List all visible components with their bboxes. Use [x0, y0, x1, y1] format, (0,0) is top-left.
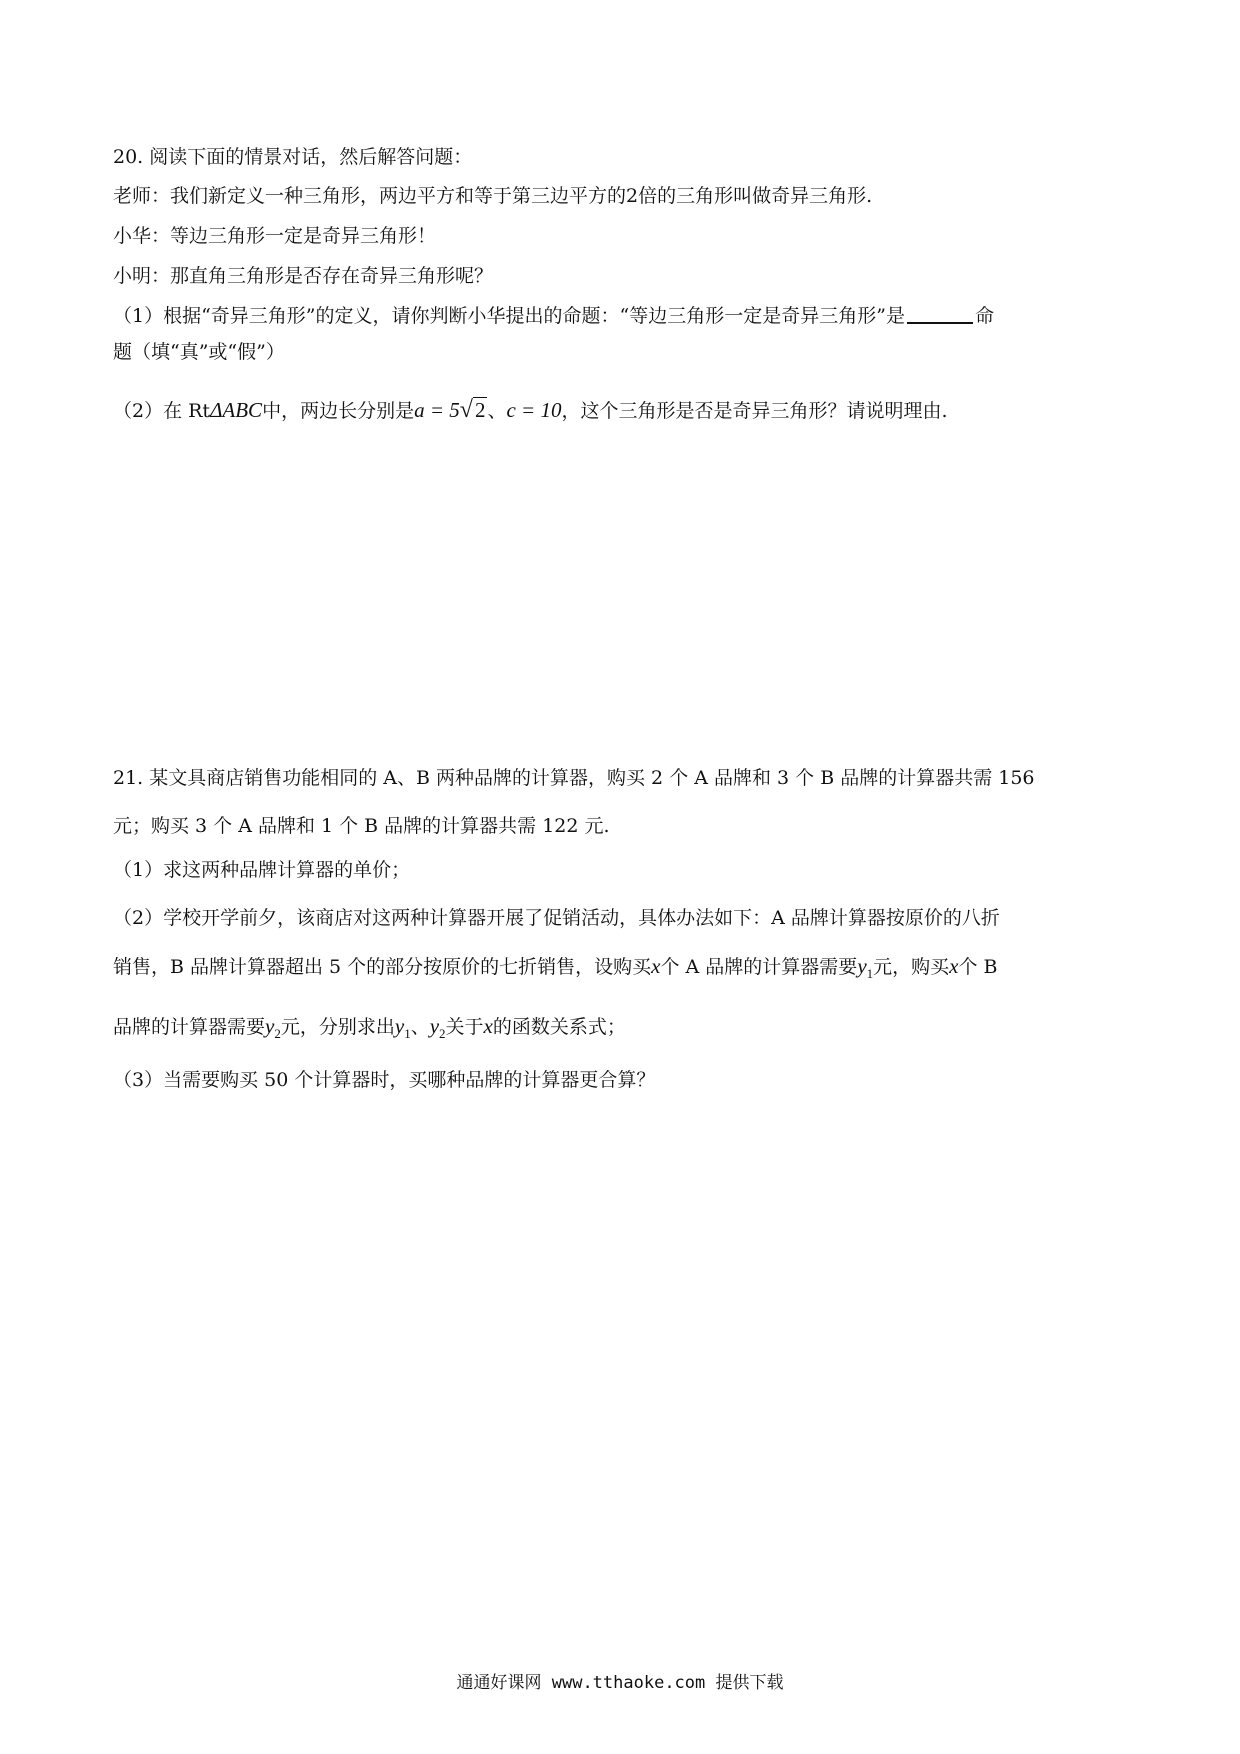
q20-part2-text3: ，这个三角形是否是奇异三角形？请说明理由.: [561, 400, 948, 422]
q21-part2-text-b: 个 A 品牌的计算器需要: [660, 956, 858, 978]
subscript-1: 1: [866, 966, 874, 981]
triangle-abc: ΔABC: [210, 398, 263, 422]
q21-line1: 21. 某文具商店销售功能相同的 A、B 两种品牌的计算器，购买 2 个 A 品牌和 3 个 B 品牌的计算器共需 156: [113, 767, 1035, 789]
var-y1: [857, 954, 874, 981]
y-symbol: y: [429, 1014, 440, 1038]
y-symbol: y: [394, 1014, 405, 1038]
q21-part3: （3）当需要购买 50 个计算器时，买哪种品牌的计算器更合算？: [113, 1069, 656, 1091]
q20-xiaoming-line: 小明：那直角三角形是否存在奇异三角形呢？: [113, 265, 494, 287]
q21-part2-text-d: 个 B: [958, 956, 998, 978]
q21-part2-line3: [113, 1012, 626, 1048]
var-y1: [394, 1014, 411, 1041]
y-symbol: y: [857, 954, 867, 978]
q21-part2-text-i: 的函数关系式；: [492, 1016, 626, 1038]
q21-part2-text-g: 、: [410, 1016, 430, 1038]
q21-part2-text-e: 品牌的计算器需要: [113, 1016, 266, 1038]
subscript-2: 2: [439, 1026, 446, 1041]
q20-teacher-line: 老师：我们新定义一种三角形，两边平方和等于第三边平方的2倍的三角形叫做奇异三角形.: [113, 185, 873, 207]
q20-part2-text2: 中，两边长分别是: [262, 400, 415, 422]
c-equation: c = 10: [506, 398, 562, 422]
var-x: x: [651, 954, 661, 978]
q21-part2-text-h: 关于: [445, 1016, 484, 1038]
var-x: x: [949, 954, 959, 978]
y-symbol: y: [265, 1014, 275, 1038]
footer-watermark: 通通好课网 www.tthaoke.com 提供下载: [456, 1673, 784, 1693]
q21-part2-line2: [113, 952, 998, 988]
var-x: x: [483, 1014, 493, 1038]
q21-part2-text-c: 元，购买: [873, 956, 950, 978]
q20-part1-text-end: 命: [974, 305, 994, 327]
q20-part1-text: （1）根据“奇异三角形”的定义，请你判断小华提出的命题：“等边三角形一定是奇异三角形”是: [113, 305, 905, 327]
separator: 、: [487, 400, 507, 422]
radical-sign: √: [459, 397, 473, 423]
subscript-1: 1: [404, 1026, 411, 1041]
q20-part2-text: （2）在 Rt: [113, 400, 211, 422]
answer-blank: [907, 304, 973, 324]
q20-part1-line2: 题（填“真”或“假”）: [113, 341, 285, 363]
q21-part2-text-a: 销售，B 品牌计算器超出 5 个的部分按原价的七折销售，设购买: [113, 956, 652, 978]
q20-part2-line: [113, 396, 948, 425]
var-y2: [429, 1014, 446, 1041]
q21-line2: 元；购买 3 个 A 品牌和 1 个 B 品牌的计算器共需 122 元.: [113, 815, 610, 837]
radicand: 2: [474, 398, 486, 422]
subscript-2: 2: [274, 1026, 281, 1041]
q21-part2-text-f: 元，分别求出: [280, 1016, 395, 1038]
q21-part1: （1）求这两种品牌计算器的单价；: [113, 859, 411, 881]
q20-xiaohua-line: 小华：等边三角形一定是奇异三角形！: [113, 225, 437, 247]
sqrt-expression: [460, 396, 488, 424]
q21-part2-line1: （2）学校开学前夕，该商店对这两种计算器开展了促销活动，具体办法如下：A 品牌计算器按原价的八折: [113, 907, 1000, 929]
q20-part1-line1: [113, 302, 994, 330]
var-y2: [265, 1014, 281, 1041]
a-equation: a = 5: [414, 398, 460, 422]
q20-intro: 20. 阅读下面的情景对话，然后解答问题：: [113, 146, 473, 168]
